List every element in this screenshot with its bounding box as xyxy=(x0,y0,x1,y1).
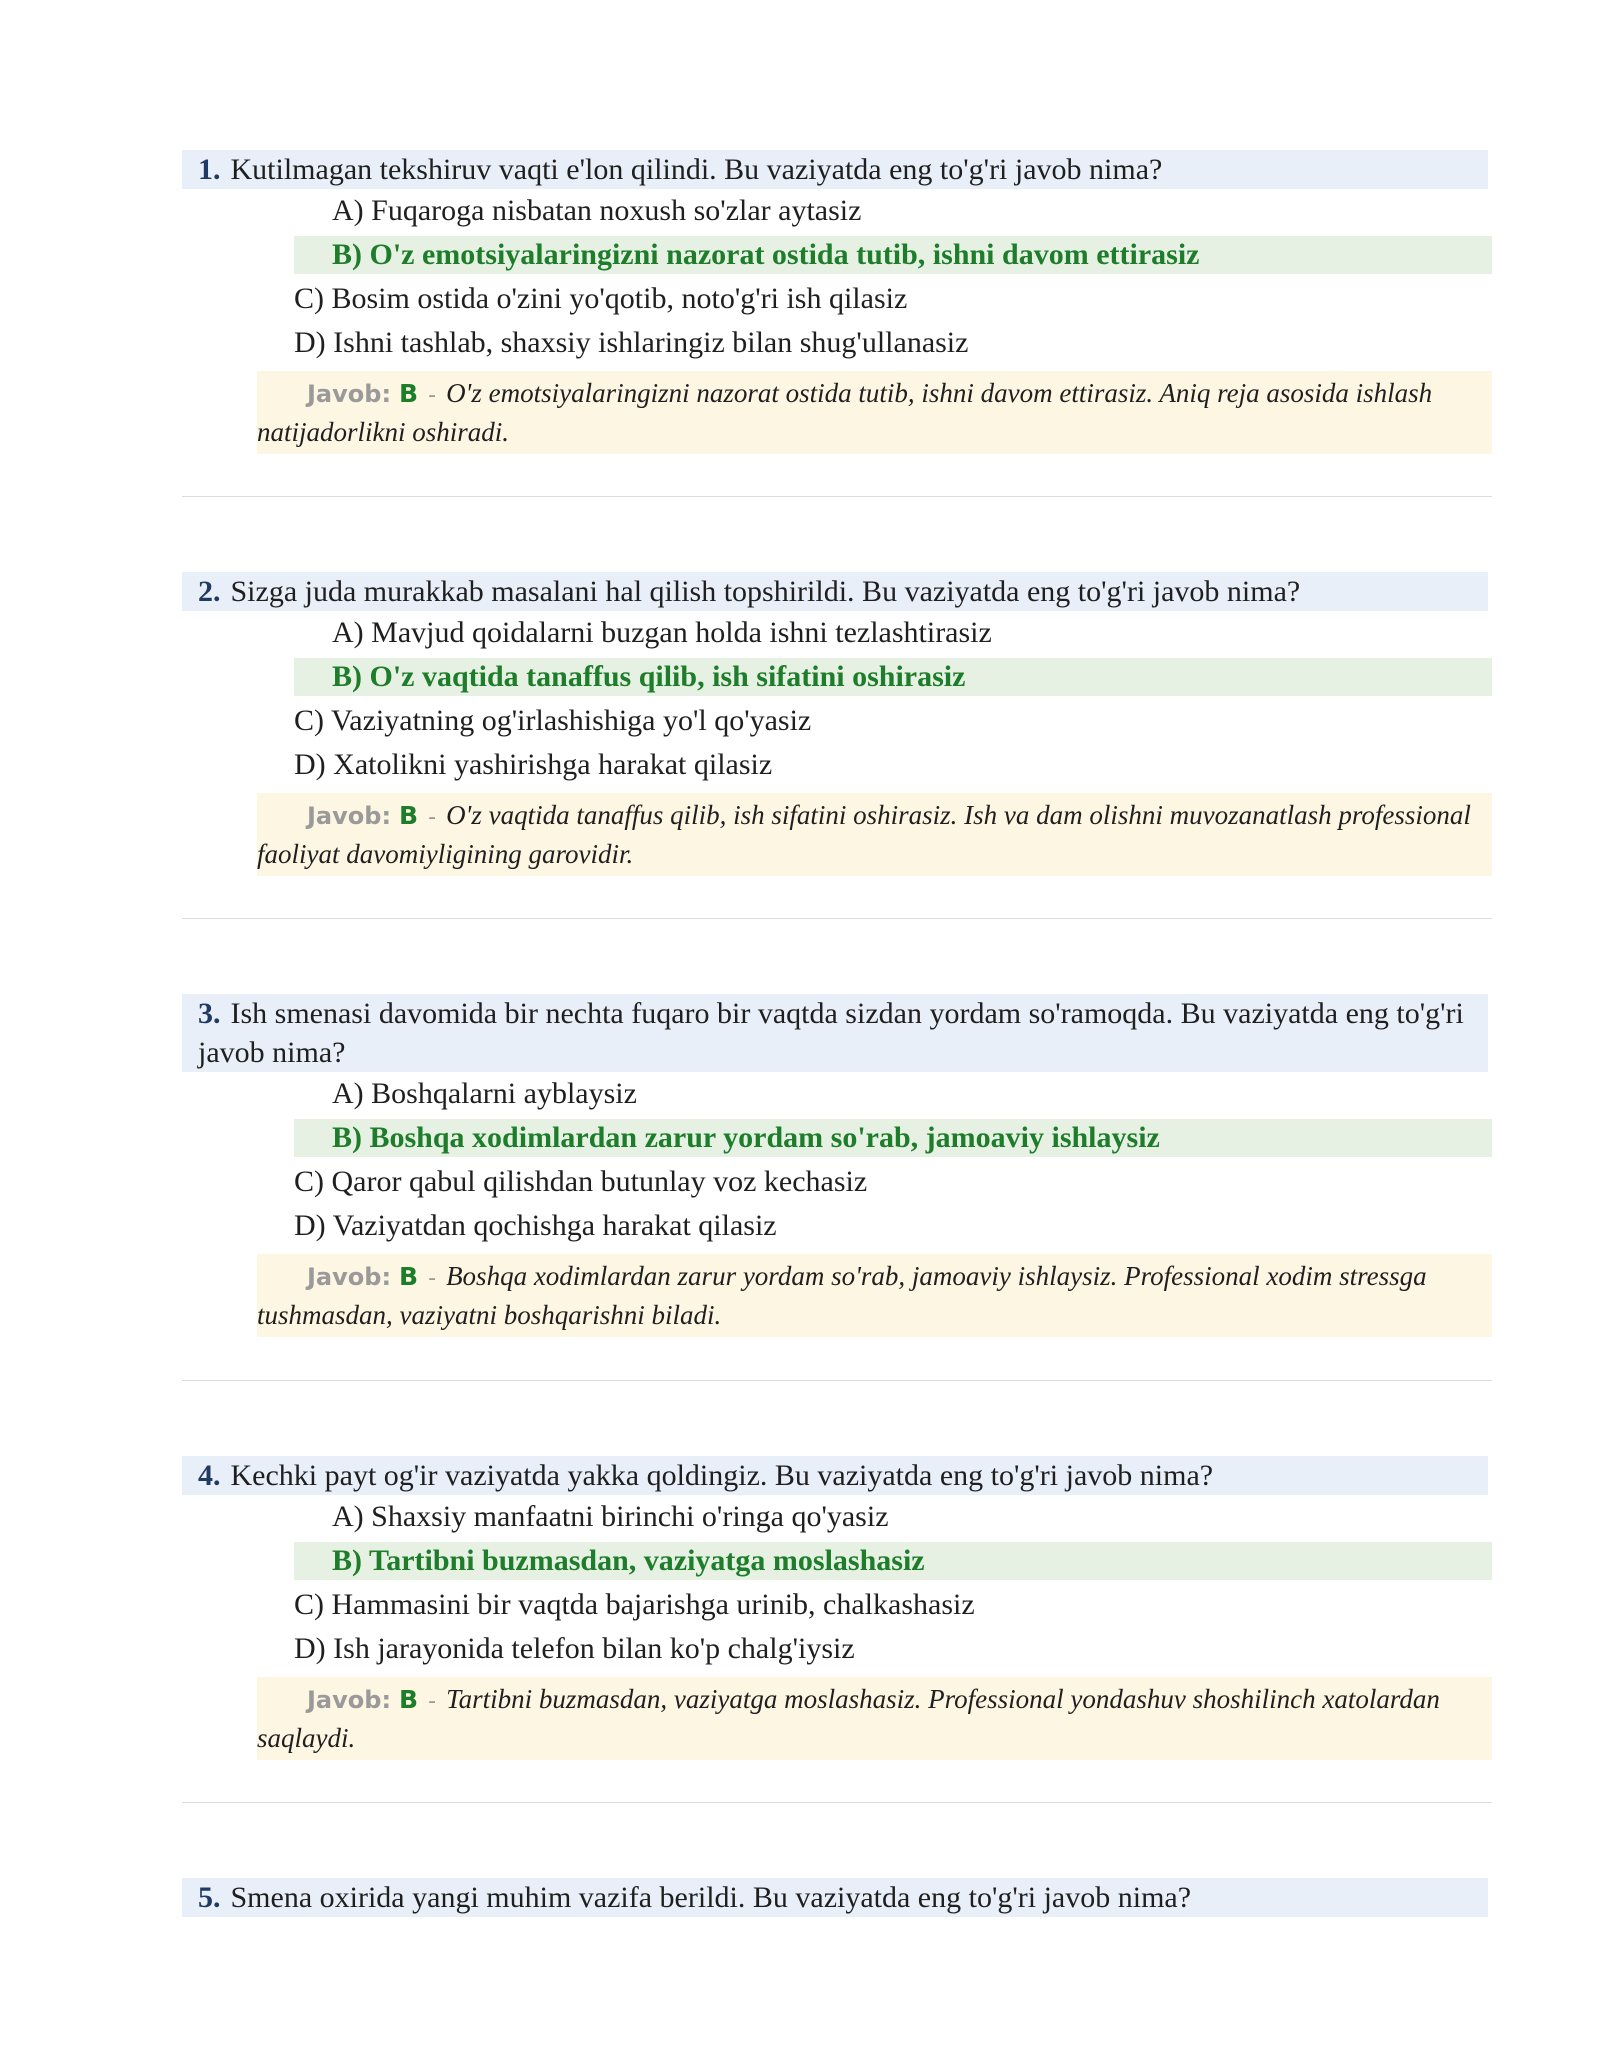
question-number: 4. xyxy=(198,1459,221,1492)
option-b-correct: B) O'z vaqtida tanaffus qilib, ish sifatini oshirasiz xyxy=(294,658,1492,696)
question-stem xyxy=(182,572,1488,611)
answer-letter: B xyxy=(399,1262,419,1291)
answer-letter: B xyxy=(399,1685,419,1714)
answer-box xyxy=(257,1254,1492,1337)
answer-explanation: Tartibni buzmasdan, vaziyatga moslashasiz. Professional yondashuv shoshilinch xatolardan saqlaydi. xyxy=(257,1684,1440,1753)
answer-label: Javob: xyxy=(307,802,392,830)
option-c: C) Vaziyatning og'irlashishiga yo'l qo'yasiz xyxy=(294,704,812,737)
question-stem xyxy=(182,1456,1488,1495)
question-text: Sizga juda murakkab masalani hal qilish topshirildi. Bu vaziyatda eng to'g'ri javob nima? xyxy=(230,575,1301,608)
option-c: C) Hammasini bir vaqtda bajarishga urinib, chalkashasiz xyxy=(294,1588,975,1621)
answer-label: Javob: xyxy=(307,1263,392,1291)
option-c: C) Qaror qabul qilishdan butunlay voz kechasiz xyxy=(294,1165,868,1198)
answer-separator: - xyxy=(428,1266,437,1291)
answer-label: Javob: xyxy=(307,1686,392,1714)
divider xyxy=(182,496,1492,497)
option-d: D) Ish jarayonida telefon bilan ko'p chalg'iysiz xyxy=(294,1632,855,1665)
option-b-correct: B) Tartibni buzmasdan, vaziyatga moslashasiz xyxy=(294,1542,1492,1580)
option-a: A) Fuqaroga nisbatan noxush so'zlar aytasiz xyxy=(332,194,862,227)
answer-box xyxy=(257,371,1492,454)
option-b-correct: B) O'z emotsiyalaringizni nazorat ostida tutib, ishni davom ettirasiz xyxy=(294,236,1492,274)
option-d: D) Vaziyatdan qochishga harakat qilasiz xyxy=(294,1209,777,1242)
question-number: 5. xyxy=(198,1881,221,1914)
question-5 xyxy=(182,1878,1492,1917)
question-stem xyxy=(182,994,1488,1072)
answer-letter: B xyxy=(399,801,419,830)
option-c: C) Bosim ostida o'zini yo'qotib, noto'g'ri ish qilasiz xyxy=(294,282,908,315)
question-stem xyxy=(182,150,1488,189)
option-d: D) Ishni tashlab, shaxsiy ishlaringiz bilan shug'ullanasiz xyxy=(294,326,969,359)
option-a: A) Boshqalarni ayblaysiz xyxy=(332,1077,637,1110)
answer-label: Javob: xyxy=(307,380,392,408)
option-a: A) Shaxsiy manfaatni birinchi o'ringa qo'yasiz xyxy=(332,1500,889,1533)
divider xyxy=(182,1802,1492,1803)
question-text: Smena oxirida yangi muhim vazifa berildi. Bu vaziyatda eng to'g'ri javob nima? xyxy=(230,1881,1192,1914)
answer-explanation: O'z vaqtida tanaffus qilib, ish sifatini oshirasiz. Ish va dam olishni muvozanatlash professional faoliyat davomiyligining garovidir. xyxy=(257,800,1471,869)
question-stem xyxy=(182,1878,1488,1917)
option-d: D) Xatolikni yashirishga harakat qilasiz xyxy=(294,748,773,781)
answer-box xyxy=(257,793,1492,876)
question-number: 3. xyxy=(198,997,221,1030)
answer-separator: - xyxy=(428,805,437,830)
question-2 xyxy=(182,572,1492,876)
answer-explanation: Boshqa xodimlardan zarur yordam so'rab, jamoaviy ishlaysiz. Professional xodim stressga tushmasdan, vaziyatni boshqarishni biladi. xyxy=(257,1261,1427,1330)
answer-box xyxy=(257,1677,1492,1760)
divider xyxy=(182,1380,1492,1381)
question-text: Ish smenasi davomida bir nechta fuqaro bir vaqtda sizdan yordam so'ramoqda. Bu vaziyatda eng to'g'ri javob nima? xyxy=(198,997,1464,1069)
question-number: 1. xyxy=(198,153,221,186)
question-number: 2. xyxy=(198,575,221,608)
question-text: Kechki payt og'ir vaziyatda yakka qoldingiz. Bu vaziyatda eng to'g'ri javob nima? xyxy=(230,1459,1214,1492)
answer-letter: B xyxy=(399,379,419,408)
question-text: Kutilmagan tekshiruv vaqti e'lon qilindi. Bu vaziyatda eng to'g'ri javob nima? xyxy=(230,153,1163,186)
option-b-correct: B) Boshqa xodimlardan zarur yordam so'rab, jamoaviy ishlaysiz xyxy=(294,1119,1492,1157)
answer-separator: - xyxy=(428,383,437,408)
option-a: A) Mavjud qoidalarni buzgan holda ishni tezlashtirasiz xyxy=(332,616,992,649)
divider xyxy=(182,918,1492,919)
question-4 xyxy=(182,1456,1492,1760)
question-3 xyxy=(182,994,1492,1337)
answer-explanation: O'z emotsiyalaringizni nazorat ostida tutib, ishni davom ettirasiz. Aniq reja asosida ishlash natijadorlikni oshiradi. xyxy=(257,378,1433,447)
answer-separator: - xyxy=(428,1689,437,1714)
question-1 xyxy=(182,150,1492,454)
